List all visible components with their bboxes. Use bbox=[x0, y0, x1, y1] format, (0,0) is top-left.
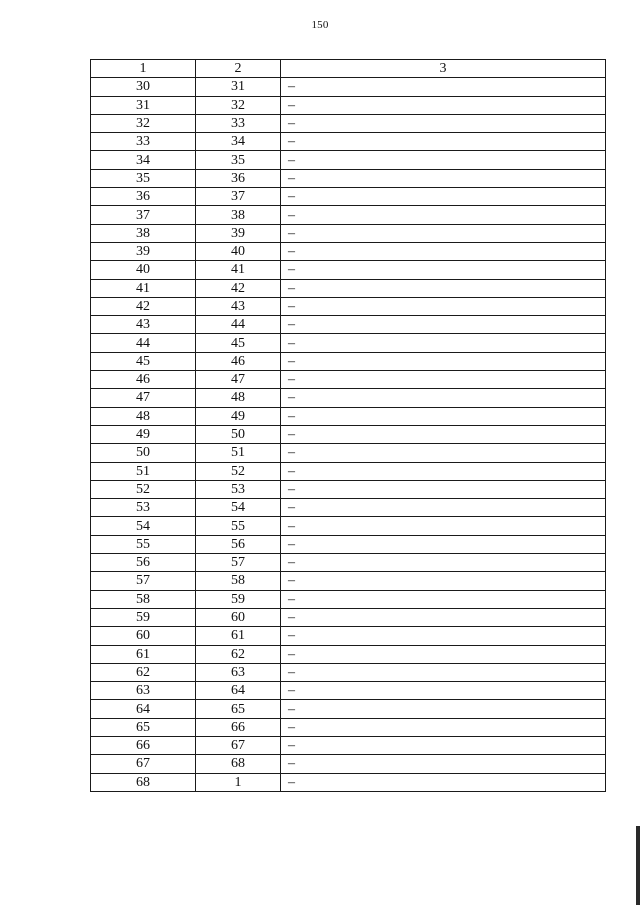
cell-col-1: 46 bbox=[91, 371, 196, 389]
cell-col-1: 38 bbox=[91, 224, 196, 242]
cell-col-1: 45 bbox=[91, 352, 196, 370]
page-number: 150 bbox=[311, 19, 329, 31]
cell-col-1: 65 bbox=[91, 718, 196, 736]
cell-col-2: 38 bbox=[196, 206, 281, 224]
table-row bbox=[91, 663, 606, 681]
cell-col-1: 48 bbox=[91, 407, 196, 425]
column-header-2: 2 bbox=[196, 60, 281, 78]
cell-col-3: – bbox=[281, 462, 606, 480]
cell-col-2: 67 bbox=[196, 736, 281, 754]
cell-col-3: – bbox=[281, 700, 606, 718]
table-row bbox=[91, 279, 606, 297]
table-row bbox=[91, 718, 606, 736]
cell-col-1: 61 bbox=[91, 645, 196, 663]
cell-col-2: 51 bbox=[196, 444, 281, 462]
cell-col-2: 63 bbox=[196, 663, 281, 681]
cell-col-3: – bbox=[281, 736, 606, 754]
cell-col-2: 65 bbox=[196, 700, 281, 718]
table-body bbox=[91, 78, 606, 792]
cell-col-2: 49 bbox=[196, 407, 281, 425]
cell-col-2: 33 bbox=[196, 114, 281, 132]
table-row bbox=[91, 444, 606, 462]
table-row bbox=[91, 517, 606, 535]
cell-col-3: – bbox=[281, 169, 606, 187]
cell-col-1: 53 bbox=[91, 499, 196, 517]
table-row bbox=[91, 261, 606, 279]
cell-col-3: – bbox=[281, 297, 606, 315]
cell-col-1: 42 bbox=[91, 297, 196, 315]
cell-col-3: – bbox=[281, 663, 606, 681]
cell-col-3: – bbox=[281, 279, 606, 297]
cell-col-1: 52 bbox=[91, 480, 196, 498]
table-row bbox=[91, 608, 606, 626]
table-row bbox=[91, 425, 606, 443]
cell-col-2: 66 bbox=[196, 718, 281, 736]
cell-col-2: 59 bbox=[196, 590, 281, 608]
cell-col-3: – bbox=[281, 316, 606, 334]
cell-col-2: 35 bbox=[196, 151, 281, 169]
cell-col-3: – bbox=[281, 151, 606, 169]
cell-col-2: 39 bbox=[196, 224, 281, 242]
cell-col-1: 55 bbox=[91, 535, 196, 553]
cell-col-2: 60 bbox=[196, 608, 281, 626]
cell-col-2: 55 bbox=[196, 517, 281, 535]
column-header-3: 3 bbox=[281, 60, 606, 78]
cell-col-2: 37 bbox=[196, 188, 281, 206]
table-header-row bbox=[91, 60, 606, 78]
table-row bbox=[91, 535, 606, 553]
cell-col-3: – bbox=[281, 554, 606, 572]
cell-col-1: 58 bbox=[91, 590, 196, 608]
cell-col-1: 67 bbox=[91, 755, 196, 773]
cell-col-1: 63 bbox=[91, 682, 196, 700]
cell-col-3: – bbox=[281, 78, 606, 96]
cell-col-1: 56 bbox=[91, 554, 196, 572]
cell-col-3: – bbox=[281, 535, 606, 553]
table-row bbox=[91, 407, 606, 425]
cell-col-1: 62 bbox=[91, 663, 196, 681]
cell-col-2: 61 bbox=[196, 627, 281, 645]
table-row bbox=[91, 224, 606, 242]
table-row bbox=[91, 297, 606, 315]
table-row bbox=[91, 78, 606, 96]
cell-col-2: 40 bbox=[196, 242, 281, 260]
cell-col-1: 39 bbox=[91, 242, 196, 260]
table-row bbox=[91, 389, 606, 407]
cell-col-1: 64 bbox=[91, 700, 196, 718]
table-row bbox=[91, 334, 606, 352]
cell-col-2: 42 bbox=[196, 279, 281, 297]
cell-col-1: 41 bbox=[91, 279, 196, 297]
cell-col-1: 33 bbox=[91, 133, 196, 151]
cell-col-2: 36 bbox=[196, 169, 281, 187]
cell-col-1: 47 bbox=[91, 389, 196, 407]
cell-col-3: – bbox=[281, 114, 606, 132]
cell-col-3: – bbox=[281, 608, 606, 626]
cell-col-2: 47 bbox=[196, 371, 281, 389]
table-row bbox=[91, 554, 606, 572]
table-row bbox=[91, 96, 606, 114]
cell-col-3: – bbox=[281, 334, 606, 352]
cell-col-3: – bbox=[281, 371, 606, 389]
cell-col-3: – bbox=[281, 206, 606, 224]
cell-col-3: – bbox=[281, 242, 606, 260]
table-row bbox=[91, 242, 606, 260]
cell-col-1: 30 bbox=[91, 78, 196, 96]
cell-col-3: – bbox=[281, 499, 606, 517]
cell-col-3: – bbox=[281, 627, 606, 645]
cell-col-3: – bbox=[281, 389, 606, 407]
cell-col-2: 56 bbox=[196, 535, 281, 553]
table-row bbox=[91, 133, 606, 151]
cell-col-2: 58 bbox=[196, 572, 281, 590]
table-row bbox=[91, 114, 606, 132]
cell-col-2: 44 bbox=[196, 316, 281, 334]
cell-col-3: – bbox=[281, 96, 606, 114]
cell-col-3: – bbox=[281, 188, 606, 206]
table-row bbox=[91, 169, 606, 187]
table-row bbox=[91, 700, 606, 718]
cell-col-3: – bbox=[281, 480, 606, 498]
cell-col-2: 48 bbox=[196, 389, 281, 407]
table-row bbox=[91, 188, 606, 206]
table-row bbox=[91, 480, 606, 498]
cell-col-1: 60 bbox=[91, 627, 196, 645]
table-row bbox=[91, 627, 606, 645]
cell-col-1: 32 bbox=[91, 114, 196, 132]
cell-col-2: 1 bbox=[196, 773, 281, 791]
cell-col-2: 45 bbox=[196, 334, 281, 352]
table-row bbox=[91, 773, 606, 791]
cell-col-1: 31 bbox=[91, 96, 196, 114]
cell-col-3: – bbox=[281, 261, 606, 279]
table-row bbox=[91, 151, 606, 169]
cell-col-3: – bbox=[281, 718, 606, 736]
cell-col-3: – bbox=[281, 224, 606, 242]
cell-col-1: 51 bbox=[91, 462, 196, 480]
cell-col-2: 68 bbox=[196, 755, 281, 773]
cell-col-2: 32 bbox=[196, 96, 281, 114]
cell-col-1: 35 bbox=[91, 169, 196, 187]
cell-col-2: 53 bbox=[196, 480, 281, 498]
cell-col-1: 36 bbox=[91, 188, 196, 206]
cell-col-3: – bbox=[281, 572, 606, 590]
table-row bbox=[91, 572, 606, 590]
cell-col-2: 43 bbox=[196, 297, 281, 315]
cell-col-2: 54 bbox=[196, 499, 281, 517]
cell-col-3: – bbox=[281, 645, 606, 663]
data-table bbox=[90, 59, 606, 792]
cell-col-3: – bbox=[281, 773, 606, 791]
cell-col-2: 41 bbox=[196, 261, 281, 279]
cell-col-1: 57 bbox=[91, 572, 196, 590]
table-row bbox=[91, 755, 606, 773]
cell-col-2: 46 bbox=[196, 352, 281, 370]
cell-col-1: 44 bbox=[91, 334, 196, 352]
cell-col-1: 50 bbox=[91, 444, 196, 462]
table-row bbox=[91, 462, 606, 480]
cell-col-2: 52 bbox=[196, 462, 281, 480]
cell-col-1: 40 bbox=[91, 261, 196, 279]
table-row bbox=[91, 352, 606, 370]
cell-col-3: – bbox=[281, 590, 606, 608]
cell-col-3: – bbox=[281, 425, 606, 443]
cell-col-2: 62 bbox=[196, 645, 281, 663]
column-header-1: 1 bbox=[91, 60, 196, 78]
cell-col-3: – bbox=[281, 755, 606, 773]
table-row bbox=[91, 371, 606, 389]
table-row bbox=[91, 206, 606, 224]
cell-col-3: – bbox=[281, 444, 606, 462]
table-row bbox=[91, 682, 606, 700]
cell-col-2: 64 bbox=[196, 682, 281, 700]
table-row bbox=[91, 645, 606, 663]
cell-col-1: 68 bbox=[91, 773, 196, 791]
cell-col-1: 49 bbox=[91, 425, 196, 443]
cell-col-3: – bbox=[281, 517, 606, 535]
cell-col-2: 34 bbox=[196, 133, 281, 151]
cell-col-2: 50 bbox=[196, 425, 281, 443]
table-row bbox=[91, 499, 606, 517]
cell-col-3: – bbox=[281, 682, 606, 700]
cell-col-1: 34 bbox=[91, 151, 196, 169]
table-row bbox=[91, 590, 606, 608]
scan-edge-mark bbox=[636, 826, 640, 905]
cell-col-1: 54 bbox=[91, 517, 196, 535]
cell-col-1: 37 bbox=[91, 206, 196, 224]
cell-col-3: – bbox=[281, 352, 606, 370]
cell-col-2: 57 bbox=[196, 554, 281, 572]
table-row bbox=[91, 316, 606, 334]
table-row bbox=[91, 736, 606, 754]
cell-col-2: 31 bbox=[196, 78, 281, 96]
cell-col-1: 66 bbox=[91, 736, 196, 754]
cell-col-3: – bbox=[281, 133, 606, 151]
cell-col-1: 59 bbox=[91, 608, 196, 626]
cell-col-3: – bbox=[281, 407, 606, 425]
cell-col-1: 43 bbox=[91, 316, 196, 334]
